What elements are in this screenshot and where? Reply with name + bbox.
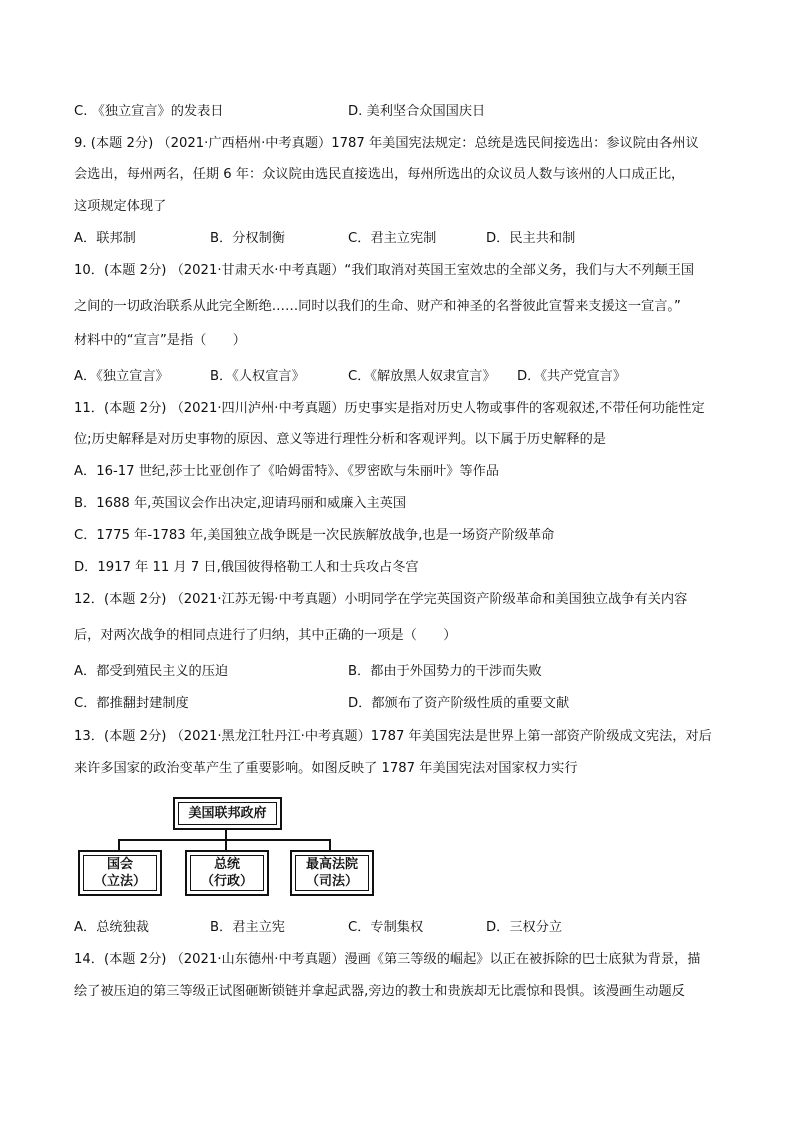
q9-stem-line3: 这项规定体现了 bbox=[74, 199, 167, 214]
q11-option-d: D．1917 年 11 月 7 日,俄国彼得格勒工人和士兵攻占冬宫 bbox=[74, 560, 419, 575]
q9-stem-line1: 9. (本题 2分) （2021·广西梧州·中考真题）1787 年美国宪法规定：总统是选民间接选出：参议院由各州议 bbox=[74, 136, 699, 151]
diagram-supreme-court-box bbox=[290, 850, 374, 896]
diagram-federal-government-box bbox=[173, 797, 282, 830]
q9-option-c: C．君主立宪制 bbox=[348, 231, 437, 246]
q10-option-a: A．《独立宣言》 bbox=[74, 369, 169, 384]
q14-stem-line1: 14．(本题 2分) （2021·山东德州·中考真题）漫画《第三等级的崛起》以正在被拆除的巴士底狱为背景，描 bbox=[74, 952, 701, 967]
q9-option-a: A．联邦制 bbox=[74, 231, 136, 246]
q12-option-d: D．都颁布了资产阶级性质的重要文献 bbox=[348, 696, 570, 711]
q13-option-a: A．总统独裁 bbox=[74, 920, 149, 935]
q12-option-a: A．都受到殖民主义的压迫 bbox=[74, 664, 229, 679]
q10-stem-line3: 材料中的“宣言”是指（ ） bbox=[74, 333, 246, 348]
q14-stem-line2: 绘了被压迫的第三等级正试图砸断锁链并拿起武器,旁边的教士和贵族却无比震惊和畏惧。该漫画生动题反 bbox=[74, 984, 685, 999]
diagram-federal-government-label: 美国联邦政府 bbox=[188, 806, 267, 821]
q10-stem-line2: 之间的一切政治联系从此完全断绝……同时以我们的生命、财产和神圣的名誉彼此宣誓来支援这一宣言。” bbox=[74, 299, 681, 314]
q13-option-c: C．专制集权 bbox=[348, 920, 424, 935]
diagram-president-role: （行政） bbox=[200, 874, 253, 889]
q13-option-b: B．君主立宪 bbox=[210, 920, 285, 935]
q13-stem-line1: 13．(本题 2分) （2021·黑龙江牡丹江·中考真题）1787 年美国宪法是世界上第一部资产阶级成文宪法，对后 bbox=[74, 729, 712, 744]
diagram-supreme-court-name: 最高法院 bbox=[305, 857, 358, 872]
diagram-supreme-court-role: （司法） bbox=[305, 874, 358, 889]
q12-option-c: C．都推翻封建制度 bbox=[74, 696, 189, 711]
q11-option-b: B．1688 年,英国议会作出决定,迎请玛丽和威廉入主英国 bbox=[74, 496, 407, 511]
q10-stem-line1: 10．(本题 2分) （2021·甘肃天水·中考真题）“我们取消对英国王室效忠的全部义务，我们与大不列颠王国 bbox=[74, 263, 695, 278]
q12-option-b: B．都由于外国势力的干涉而失败 bbox=[348, 664, 542, 679]
q11-stem-line1: 11．(本题 2分) （2021·四川泸州·中考真题）历史事实是指对历史人物或事件的客观叙述,不带任何功能性定 bbox=[74, 401, 705, 416]
diagram-horizontal-connector bbox=[118, 839, 330, 841]
q8-option-c: C. 《独立宣言》的发表日 bbox=[74, 104, 224, 119]
diagram-president-name: 总统 bbox=[213, 857, 240, 872]
diagram-president-box bbox=[185, 850, 269, 896]
diagram-congress-name: 国会 bbox=[106, 857, 133, 872]
diagram-congress-role: （立法） bbox=[93, 874, 146, 889]
q10-option-d: D．《共产党宣言》 bbox=[517, 369, 627, 384]
q9-option-d: D．民主共和制 bbox=[486, 231, 576, 246]
q10-option-c: C．《解放黑人奴隶宣言》 bbox=[348, 369, 496, 384]
q9-option-b: B．分权制衡 bbox=[210, 231, 285, 246]
q10-option-b: B．《人权宣言》 bbox=[210, 369, 305, 384]
q11-option-a: A．16-17 世纪,莎士比亚创作了《哈姆雷特》、《罗密欧与朱丽叶》等作品 bbox=[74, 464, 499, 479]
q9-stem-line2: 会选出，每州两名，任期 6 年：众议院由选民直接选出，每州所选出的众议员人数与该州的人口成正比， bbox=[74, 167, 685, 182]
q11-option-c: C．1775 年-1783 年,美国独立战争既是一次民族解放战争,也是一场资产阶级革命 bbox=[74, 528, 555, 543]
q12-stem-line2: 后，对两次战争的相同点进行了归纳，其中正确的一项是（ ） bbox=[74, 628, 457, 643]
q12-stem-line1: 12．(本题 2分) （2021·江苏无锡·中考真题）小明同学在学完英国资产阶级革命和美国独立战争有关内容 bbox=[74, 592, 688, 607]
diagram-congress-box bbox=[78, 850, 162, 896]
q8-option-d: D. 美利坚合众国国庆日 bbox=[348, 104, 486, 119]
q13-option-d: D．三权分立 bbox=[486, 920, 563, 935]
q13-stem-line2: 来许多国家的政治变革产生了重要影响。如图反映了 1787 年美国宪法对国家权力实行 bbox=[74, 761, 578, 776]
q11-stem-line2: 位;历史解释是对历史事物的原因、意义等进行理性分析和客观评判。以下属于历史解释的是 bbox=[74, 432, 606, 447]
